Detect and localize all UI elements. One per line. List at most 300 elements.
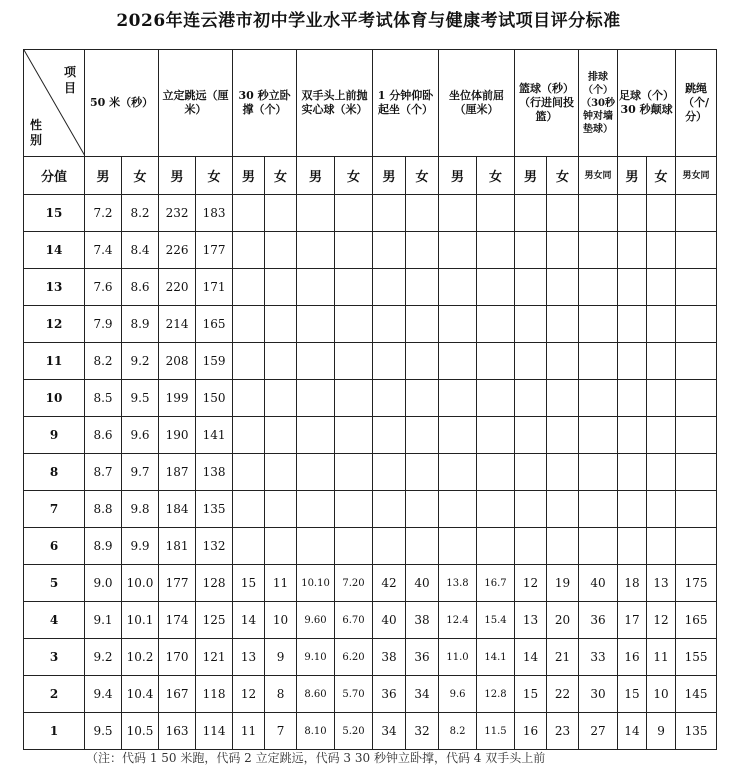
value-cell: 9.8 [122, 491, 159, 528]
value-cell: 165 [676, 602, 717, 639]
value-cell [618, 528, 647, 565]
value-cell [406, 454, 439, 491]
value-cell: 10.4 [122, 676, 159, 713]
value-cell: 17 [618, 602, 647, 639]
value-cell [647, 417, 676, 454]
value-cell [439, 380, 477, 417]
value-cell [335, 195, 373, 232]
value-cell: 174 [159, 602, 196, 639]
value-cell: 155 [676, 639, 717, 676]
male-label: 男 [233, 157, 265, 195]
value-cell: 121 [196, 639, 233, 676]
value-cell [373, 417, 406, 454]
value-cell: 208 [159, 343, 196, 380]
value-cell [335, 306, 373, 343]
value-cell: 220 [159, 269, 196, 306]
table-row [24, 232, 717, 269]
header-long-jump: 立定跳远（厘米） [159, 50, 233, 157]
value-cell: 16 [515, 713, 547, 750]
value-cell [297, 269, 335, 306]
value-cell: 42 [373, 565, 406, 602]
value-cell [515, 417, 547, 454]
value-cell: 10.10 [297, 565, 335, 602]
value-cell [265, 380, 297, 417]
value-cell [676, 306, 717, 343]
value-cell [373, 306, 406, 343]
value-cell [265, 269, 297, 306]
value-cell: 36 [373, 676, 406, 713]
header-sit-ups: 1 分钟仰卧起坐（个） [373, 50, 439, 157]
value-cell [265, 232, 297, 269]
value-cell: 114 [196, 713, 233, 750]
value-cell [579, 343, 618, 380]
value-cell: 5.20 [335, 713, 373, 750]
value-cell [676, 232, 717, 269]
value-cell [439, 417, 477, 454]
header-volleyball: 排球（个）（30秒钟对墙垫球） [579, 50, 618, 157]
value-cell [547, 343, 579, 380]
value-cell [579, 454, 618, 491]
value-cell: 170 [159, 639, 196, 676]
header-basketball: 篮球（秒）（行进间投篮） [515, 50, 579, 157]
value-cell: 171 [196, 269, 233, 306]
corner-header [24, 50, 85, 157]
value-cell: 34 [406, 676, 439, 713]
value-cell: 9.5 [85, 713, 122, 750]
value-cell [265, 454, 297, 491]
male-label: 男 [515, 157, 547, 195]
value-cell [547, 417, 579, 454]
value-cell [676, 195, 717, 232]
value-cell: 21 [547, 639, 579, 676]
score-cell: 2 [24, 676, 85, 713]
value-cell: 190 [159, 417, 196, 454]
value-cell: 8.9 [122, 306, 159, 343]
female-label: 女 [647, 157, 676, 195]
value-cell: 9.2 [85, 639, 122, 676]
value-cell [297, 491, 335, 528]
value-cell [618, 417, 647, 454]
score-cell: 11 [24, 343, 85, 380]
value-cell: 11 [233, 713, 265, 750]
value-cell: 128 [196, 565, 233, 602]
value-cell: 175 [676, 565, 717, 602]
value-cell [547, 454, 579, 491]
value-cell: 8.4 [122, 232, 159, 269]
value-cell: 177 [196, 232, 233, 269]
value-cell [233, 417, 265, 454]
value-cell: 15.4 [477, 602, 515, 639]
value-cell: 8.6 [122, 269, 159, 306]
value-cell: 9 [265, 639, 297, 676]
male-label: 男 [297, 157, 335, 195]
value-cell: 135 [196, 491, 233, 528]
value-cell [233, 195, 265, 232]
value-cell [265, 491, 297, 528]
value-cell [547, 269, 579, 306]
header-sit-reach: 坐位体前屈（厘米） [439, 50, 515, 157]
value-cell: 30 [579, 676, 618, 713]
value-cell: 14 [618, 713, 647, 750]
value-cell [579, 417, 618, 454]
value-cell: 8 [265, 676, 297, 713]
table-row [24, 454, 717, 491]
value-cell: 12.4 [439, 602, 477, 639]
header-burpee: 30 秒立卧撑（个） [233, 50, 297, 157]
value-cell [297, 454, 335, 491]
value-cell [335, 232, 373, 269]
value-cell: 9.4 [85, 676, 122, 713]
value-cell: 177 [159, 565, 196, 602]
value-cell [647, 491, 676, 528]
value-cell [676, 343, 717, 380]
value-cell [373, 232, 406, 269]
value-cell [515, 306, 547, 343]
value-cell [373, 491, 406, 528]
value-cell [297, 417, 335, 454]
value-cell: 138 [196, 454, 233, 491]
female-label: 女 [122, 157, 159, 195]
value-cell: 232 [159, 195, 196, 232]
value-cell: 16 [618, 639, 647, 676]
value-cell [406, 195, 439, 232]
value-cell [547, 195, 579, 232]
value-cell: 5.70 [335, 676, 373, 713]
value-cell: 15 [515, 676, 547, 713]
value-cell: 9.6 [439, 676, 477, 713]
value-cell: 7.2 [85, 195, 122, 232]
value-cell [373, 528, 406, 565]
value-cell [477, 380, 515, 417]
value-cell [373, 269, 406, 306]
value-cell [547, 306, 579, 343]
value-cell: 6.70 [335, 602, 373, 639]
value-cell: 18 [618, 565, 647, 602]
value-cell: 36 [579, 602, 618, 639]
value-cell [647, 269, 676, 306]
value-cell: 8.6 [85, 417, 122, 454]
score-cell: 13 [24, 269, 85, 306]
score-cell: 1 [24, 713, 85, 750]
score-cell: 6 [24, 528, 85, 565]
value-cell [439, 454, 477, 491]
value-cell: 199 [159, 380, 196, 417]
value-cell [373, 195, 406, 232]
value-cell [477, 269, 515, 306]
value-cell: 7.4 [85, 232, 122, 269]
value-cell: 8.8 [85, 491, 122, 528]
value-cell: 11 [647, 639, 676, 676]
corner-gender-label: 性别 [30, 118, 43, 147]
score-cell: 9 [24, 417, 85, 454]
value-cell: 12 [647, 602, 676, 639]
value-cell: 10 [265, 602, 297, 639]
value-cell: 12.8 [477, 676, 515, 713]
value-cell [265, 343, 297, 380]
value-cell [579, 195, 618, 232]
value-cell [335, 417, 373, 454]
value-cell [335, 528, 373, 565]
value-cell: 118 [196, 676, 233, 713]
value-cell [579, 306, 618, 343]
male-label: 男 [373, 157, 406, 195]
table-row [24, 195, 717, 232]
value-cell [373, 454, 406, 491]
value-cell [515, 528, 547, 565]
value-cell [579, 528, 618, 565]
value-cell [579, 232, 618, 269]
score-cell: 5 [24, 565, 85, 602]
value-cell: 9.0 [85, 565, 122, 602]
value-cell [233, 343, 265, 380]
value-cell: 8.10 [297, 713, 335, 750]
value-cell [297, 380, 335, 417]
female-label: 女 [265, 157, 297, 195]
score-cell: 8 [24, 454, 85, 491]
value-cell: 132 [196, 528, 233, 565]
value-cell [233, 269, 265, 306]
table-row [24, 602, 717, 639]
value-cell: 40 [373, 602, 406, 639]
value-cell [618, 195, 647, 232]
score-cell: 14 [24, 232, 85, 269]
value-cell: 7.20 [335, 565, 373, 602]
value-cell [406, 306, 439, 343]
value-cell: 7.6 [85, 269, 122, 306]
value-cell: 9.10 [297, 639, 335, 676]
value-cell: 9.60 [297, 602, 335, 639]
value-cell: 184 [159, 491, 196, 528]
value-cell: 135 [676, 713, 717, 750]
value-cell [676, 417, 717, 454]
male-label: 男 [618, 157, 647, 195]
value-cell [477, 343, 515, 380]
value-cell [439, 232, 477, 269]
value-cell [579, 380, 618, 417]
table-row [24, 676, 717, 713]
table-body [24, 195, 717, 750]
value-cell: 33 [579, 639, 618, 676]
value-cell [439, 195, 477, 232]
value-cell [618, 491, 647, 528]
value-cell [477, 232, 515, 269]
value-cell [297, 306, 335, 343]
female-label: 女 [196, 157, 233, 195]
value-cell [618, 306, 647, 343]
value-cell: 183 [196, 195, 233, 232]
value-cell: 165 [196, 306, 233, 343]
value-cell [477, 306, 515, 343]
value-cell [618, 232, 647, 269]
value-cell [233, 528, 265, 565]
both-genders-label: 男女同 [579, 157, 618, 195]
table-row [24, 417, 717, 454]
value-cell: 163 [159, 713, 196, 750]
female-label: 女 [335, 157, 373, 195]
corner-item-label: 项目 [64, 65, 77, 95]
value-cell: 159 [196, 343, 233, 380]
value-cell: 167 [159, 676, 196, 713]
value-cell: 20 [547, 602, 579, 639]
score-cell: 10 [24, 380, 85, 417]
value-cell [647, 195, 676, 232]
value-cell: 8.5 [85, 380, 122, 417]
value-cell: 8.2 [122, 195, 159, 232]
value-cell: 125 [196, 602, 233, 639]
header-jump-rope: 跳绳（个/分） [676, 50, 717, 157]
value-cell [233, 454, 265, 491]
value-cell: 23 [547, 713, 579, 750]
value-cell: 14 [515, 639, 547, 676]
value-cell: 12 [515, 565, 547, 602]
value-cell [335, 269, 373, 306]
value-cell [477, 417, 515, 454]
female-label: 女 [547, 157, 579, 195]
value-cell: 10.1 [122, 602, 159, 639]
value-cell: 13 [515, 602, 547, 639]
value-cell [647, 343, 676, 380]
value-cell: 34 [373, 713, 406, 750]
value-cell [233, 232, 265, 269]
value-cell: 8.2 [439, 713, 477, 750]
value-cell [647, 232, 676, 269]
score-cell: 4 [24, 602, 85, 639]
value-cell: 13.8 [439, 565, 477, 602]
value-cell [233, 491, 265, 528]
value-cell [547, 491, 579, 528]
header-medicine-ball: 双手头上前抛实心球（米） [297, 50, 373, 157]
female-label: 女 [477, 157, 515, 195]
value-cell: 8.9 [85, 528, 122, 565]
value-cell: 14 [233, 602, 265, 639]
value-cell: 19 [547, 565, 579, 602]
score-label: 分值 [24, 157, 85, 195]
value-cell: 15 [233, 565, 265, 602]
value-cell: 10.0 [122, 565, 159, 602]
table-row [24, 565, 717, 602]
male-label: 男 [439, 157, 477, 195]
value-cell [406, 232, 439, 269]
value-cell: 11.0 [439, 639, 477, 676]
value-cell: 27 [579, 713, 618, 750]
value-cell [676, 528, 717, 565]
value-cell: 11.5 [477, 713, 515, 750]
value-cell [515, 232, 547, 269]
value-cell [477, 528, 515, 565]
value-cell [265, 528, 297, 565]
value-cell [618, 454, 647, 491]
value-cell [515, 343, 547, 380]
value-cell [265, 195, 297, 232]
value-cell: 38 [373, 639, 406, 676]
value-cell [373, 343, 406, 380]
value-cell: 13 [233, 639, 265, 676]
female-label: 女 [406, 157, 439, 195]
header-football: 足球（个）30 秒颠球 [618, 50, 676, 157]
header-50m: 50 米（秒） [85, 50, 159, 157]
value-cell [297, 528, 335, 565]
value-cell: 10.5 [122, 713, 159, 750]
score-cell: 7 [24, 491, 85, 528]
value-cell: 214 [159, 306, 196, 343]
value-cell: 7 [265, 713, 297, 750]
value-cell: 15 [618, 676, 647, 713]
score-cell: 15 [24, 195, 85, 232]
value-cell: 40 [406, 565, 439, 602]
value-cell [439, 269, 477, 306]
value-cell [547, 232, 579, 269]
value-cell: 22 [547, 676, 579, 713]
value-cell: 9 [647, 713, 676, 750]
value-cell: 181 [159, 528, 196, 565]
value-cell: 187 [159, 454, 196, 491]
footnote: （注：代码 1 50 米跑，代码 2 立定跳远，代码 3 30 秒钟立卧撑，代码 4 双手头上前 [86, 751, 546, 765]
value-cell: 150 [196, 380, 233, 417]
value-cell [373, 380, 406, 417]
value-cell [439, 491, 477, 528]
value-cell [618, 380, 647, 417]
value-cell: 9.7 [122, 454, 159, 491]
value-cell [477, 454, 515, 491]
value-cell: 8.60 [297, 676, 335, 713]
value-cell: 141 [196, 417, 233, 454]
value-cell [515, 195, 547, 232]
table-row [24, 528, 717, 565]
value-cell [439, 306, 477, 343]
table-row [24, 491, 717, 528]
value-cell [515, 269, 547, 306]
value-cell [547, 528, 579, 565]
value-cell [335, 454, 373, 491]
value-cell [439, 343, 477, 380]
value-cell: 36 [406, 639, 439, 676]
both-genders-label: 男女同 [676, 157, 717, 195]
table-row [24, 306, 717, 343]
value-cell: 8.7 [85, 454, 122, 491]
value-cell [515, 491, 547, 528]
value-cell [406, 417, 439, 454]
value-cell: 10 [647, 676, 676, 713]
value-cell [297, 343, 335, 380]
value-cell [547, 380, 579, 417]
value-cell: 9.5 [122, 380, 159, 417]
value-cell [515, 454, 547, 491]
score-cell: 12 [24, 306, 85, 343]
table-row [24, 269, 717, 306]
value-cell [676, 454, 717, 491]
value-cell [233, 306, 265, 343]
value-cell [265, 417, 297, 454]
value-cell [477, 195, 515, 232]
value-cell: 14.1 [477, 639, 515, 676]
value-cell: 10.2 [122, 639, 159, 676]
value-cell [676, 491, 717, 528]
value-cell: 9.9 [122, 528, 159, 565]
value-cell: 40 [579, 565, 618, 602]
value-cell [477, 491, 515, 528]
table-row [24, 639, 717, 676]
value-cell: 12 [233, 676, 265, 713]
value-cell [335, 380, 373, 417]
value-cell: 9.2 [122, 343, 159, 380]
value-cell [618, 269, 647, 306]
value-cell [618, 343, 647, 380]
table-row [24, 380, 717, 417]
value-cell [406, 269, 439, 306]
value-cell [439, 528, 477, 565]
value-cell [515, 380, 547, 417]
value-cell: 32 [406, 713, 439, 750]
